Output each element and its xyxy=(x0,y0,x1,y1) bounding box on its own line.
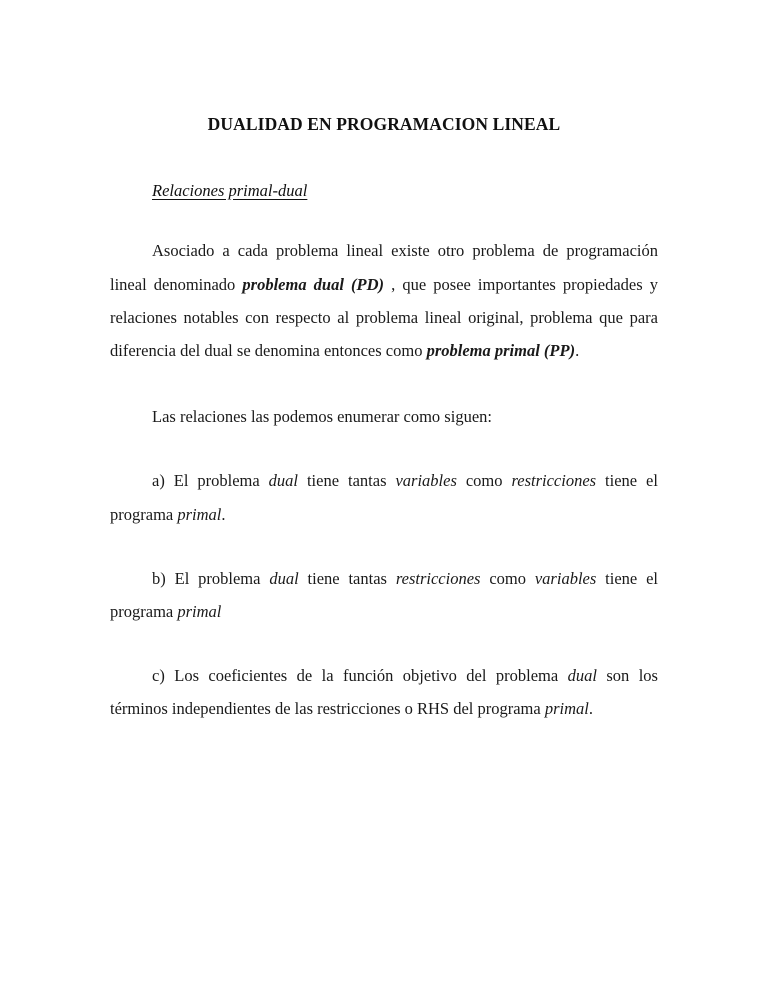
list-item-c xyxy=(110,659,658,725)
paragraph-lead-in: Las relaciones las podemos enumerar como siguen: xyxy=(152,407,492,427)
item-a-part-4: tiene el programa xyxy=(110,471,658,524)
intro-text-part-3: . xyxy=(575,340,580,360)
intro-text-part-1: Asociado a cada problema lineal existe otro problema de programación lineal denominado xyxy=(110,241,658,294)
list-item-a xyxy=(110,464,658,530)
item-c-part-1: c) Los coeficientes de la función objetivo del problema xyxy=(152,666,568,686)
item-b-italic-restricciones: restricciones xyxy=(395,568,481,588)
item-c-part-3: . xyxy=(588,699,593,719)
intro-text-part-2: , que posee importantes propiedades y relaciones notables con respecto al problema lineal original, problema que para diferencia del dual se denomina entonces como xyxy=(110,274,658,360)
item-b-part-4: tiene el programa xyxy=(110,568,658,621)
emphasis-problema-dual-pd: problema dual (PD) xyxy=(242,274,385,294)
list-item-b xyxy=(110,562,658,628)
item-c-part-2: son los términos independientes de las restricciones o RHS del programa xyxy=(110,666,658,719)
page-title: DUALIDAD EN PROGRAMACION LINEAL xyxy=(207,114,561,134)
section-heading-relaciones-primal-dual: Relaciones primal-dual xyxy=(152,180,308,200)
item-b-italic-dual: dual xyxy=(269,568,299,588)
document-content xyxy=(110,0,658,726)
item-b-italic-variables: variables xyxy=(534,568,597,588)
paragraph-intro xyxy=(110,234,658,367)
item-b-part-1: b) El problema xyxy=(152,568,270,588)
emphasis-problema-primal-pp: problema primal (PP) xyxy=(426,340,576,360)
item-a-italic-restricciones: restricciones xyxy=(511,471,597,491)
item-a-part-3: como xyxy=(456,471,512,491)
item-a-part-5: . xyxy=(221,504,226,524)
item-a-italic-dual: dual xyxy=(268,471,299,491)
item-b-part-2: tiene tantas xyxy=(298,568,396,588)
item-a-part-2: tiene tantas xyxy=(298,471,396,491)
item-a-italic-variables: variables xyxy=(395,471,457,491)
item-b-italic-primal: primal xyxy=(177,601,222,621)
item-c-italic-dual: dual xyxy=(567,666,597,686)
item-b-part-3: como xyxy=(480,568,535,588)
item-a-part-1: a) El problema xyxy=(152,471,269,491)
item-a-italic-primal: primal xyxy=(177,504,222,524)
item-c-italic-primal: primal xyxy=(544,699,589,719)
